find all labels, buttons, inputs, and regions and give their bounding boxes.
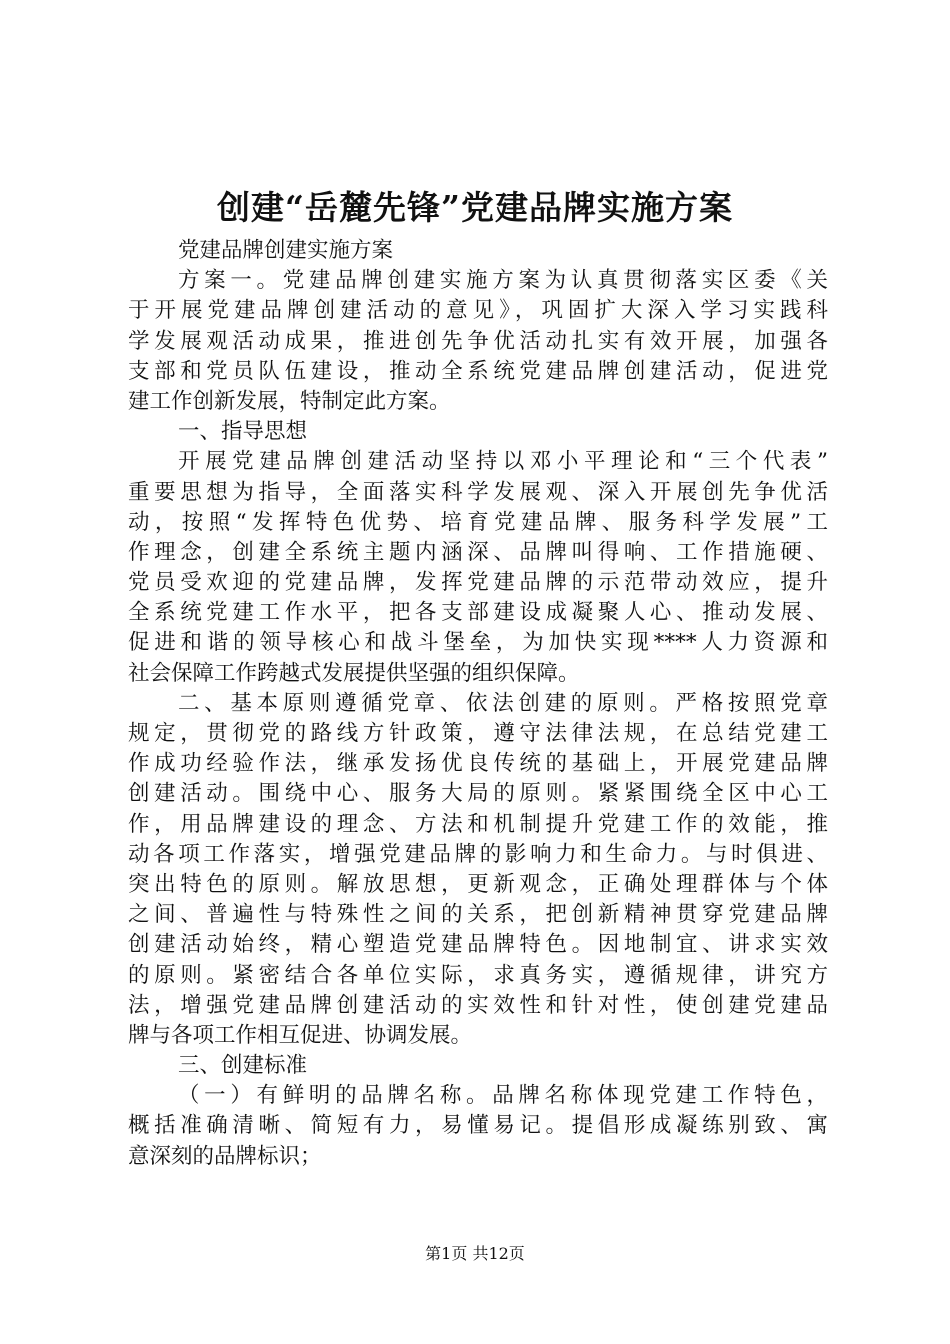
body-line: 社会保障工作跨越式发展提供坚强的组织保障。 xyxy=(128,660,580,686)
document-body xyxy=(128,236,828,1172)
body-line: 重要思想为指导，全面落实科学发展观、深入开展创先争优活 xyxy=(128,479,828,505)
body-line: 作成功经验作法，继承发扬优良传统的基础上，开展党建品牌 xyxy=(128,751,828,777)
body-line: 党建品牌创建实施方案 xyxy=(178,238,394,263)
document-title: 创建“岳麓先锋”党建品牌实施方案 xyxy=(217,188,733,227)
body-line: 全系统党建工作水平，把各支部建设成凝聚人心、推动发展、 xyxy=(128,600,828,626)
body-line: 动，按照“发挥特色优势、培育党建品牌、服务科学发展”工 xyxy=(128,509,828,535)
body-line: 的原则。紧密结合各单位实际，求真务实，遵循规律，讲究方 xyxy=(128,962,828,988)
body-line: 促进和谐的领导核心和战斗堡垒，为加快实现****人力资源和 xyxy=(128,630,828,656)
body-line: 支部和党员队伍建设，推动全系统党建品牌创建活动，促进党 xyxy=(128,358,828,384)
page-footer: 第1页 共12页 xyxy=(425,1244,525,1263)
body-line: 创建活动始终，精心塑造党建品牌特色。因地制宜、讲求实效 xyxy=(128,932,828,958)
body-line: 建工作创新发展，特制定此方案。 xyxy=(128,388,451,414)
body-line: 于开展党建品牌创建活动的意见》，巩固扩大深入学习实践科 xyxy=(128,298,828,324)
body-line: 概括准确清晰、简短有力，易懂易记。提倡形成凝练别致、寓 xyxy=(128,1113,828,1139)
body-line: 方案一。党建品牌创建实施方案为认真贯彻落实区委《关 xyxy=(178,268,828,294)
body-line: 之间、普遍性与特殊性之间的关系，把创新精神贯穿党建品牌 xyxy=(128,902,828,928)
body-line: 作，用品牌建设的理念、方法和机制提升党建工作的效能，推 xyxy=(128,811,828,837)
body-line: 法，增强党建品牌创建活动的实效性和针对性，使创建党建品 xyxy=(128,992,828,1018)
body-line: 意深刻的品牌标识； xyxy=(128,1143,322,1169)
body-line: 动各项工作落实，增强党建品牌的影响力和生命力。与时俱进、 xyxy=(128,841,828,867)
body-line: 突出特色的原则。解放思想，更新观念，正确处理群体与个体 xyxy=(128,871,828,897)
body-line: 牌与各项工作相互促进、协调发展。 xyxy=(128,1022,473,1048)
body-line: 二、基本原则遵循党章、依法创建的原则。严格按照党章 xyxy=(178,690,828,716)
body-line: 党员受欢迎的党建品牌，发挥党建品牌的示范带动效应，提升 xyxy=(128,570,828,596)
body-line: 开展党建品牌创建活动坚持以邓小平理论和“三个代表” xyxy=(178,449,828,475)
body-line: 一、指导思想 xyxy=(178,419,308,445)
body-line: 创建活动。围绕中心、服务大局的原则。紧紧围绕全区中心工 xyxy=(128,781,828,807)
body-line: 作理念，创建全系统主题内涵深、品牌叫得响、工作措施硬、 xyxy=(128,539,828,565)
body-line: （一）有鲜明的品牌名称。品牌名称体现党建工作特色， xyxy=(178,1083,828,1109)
body-line: 三、创建标准 xyxy=(178,1053,308,1079)
body-line: 学发展观活动成果，推进创先争优活动扎实有效开展，加强各 xyxy=(128,328,828,354)
body-line: 规定，贯彻党的路线方针政策，遵守法律法规，在总结党建工 xyxy=(128,721,828,746)
